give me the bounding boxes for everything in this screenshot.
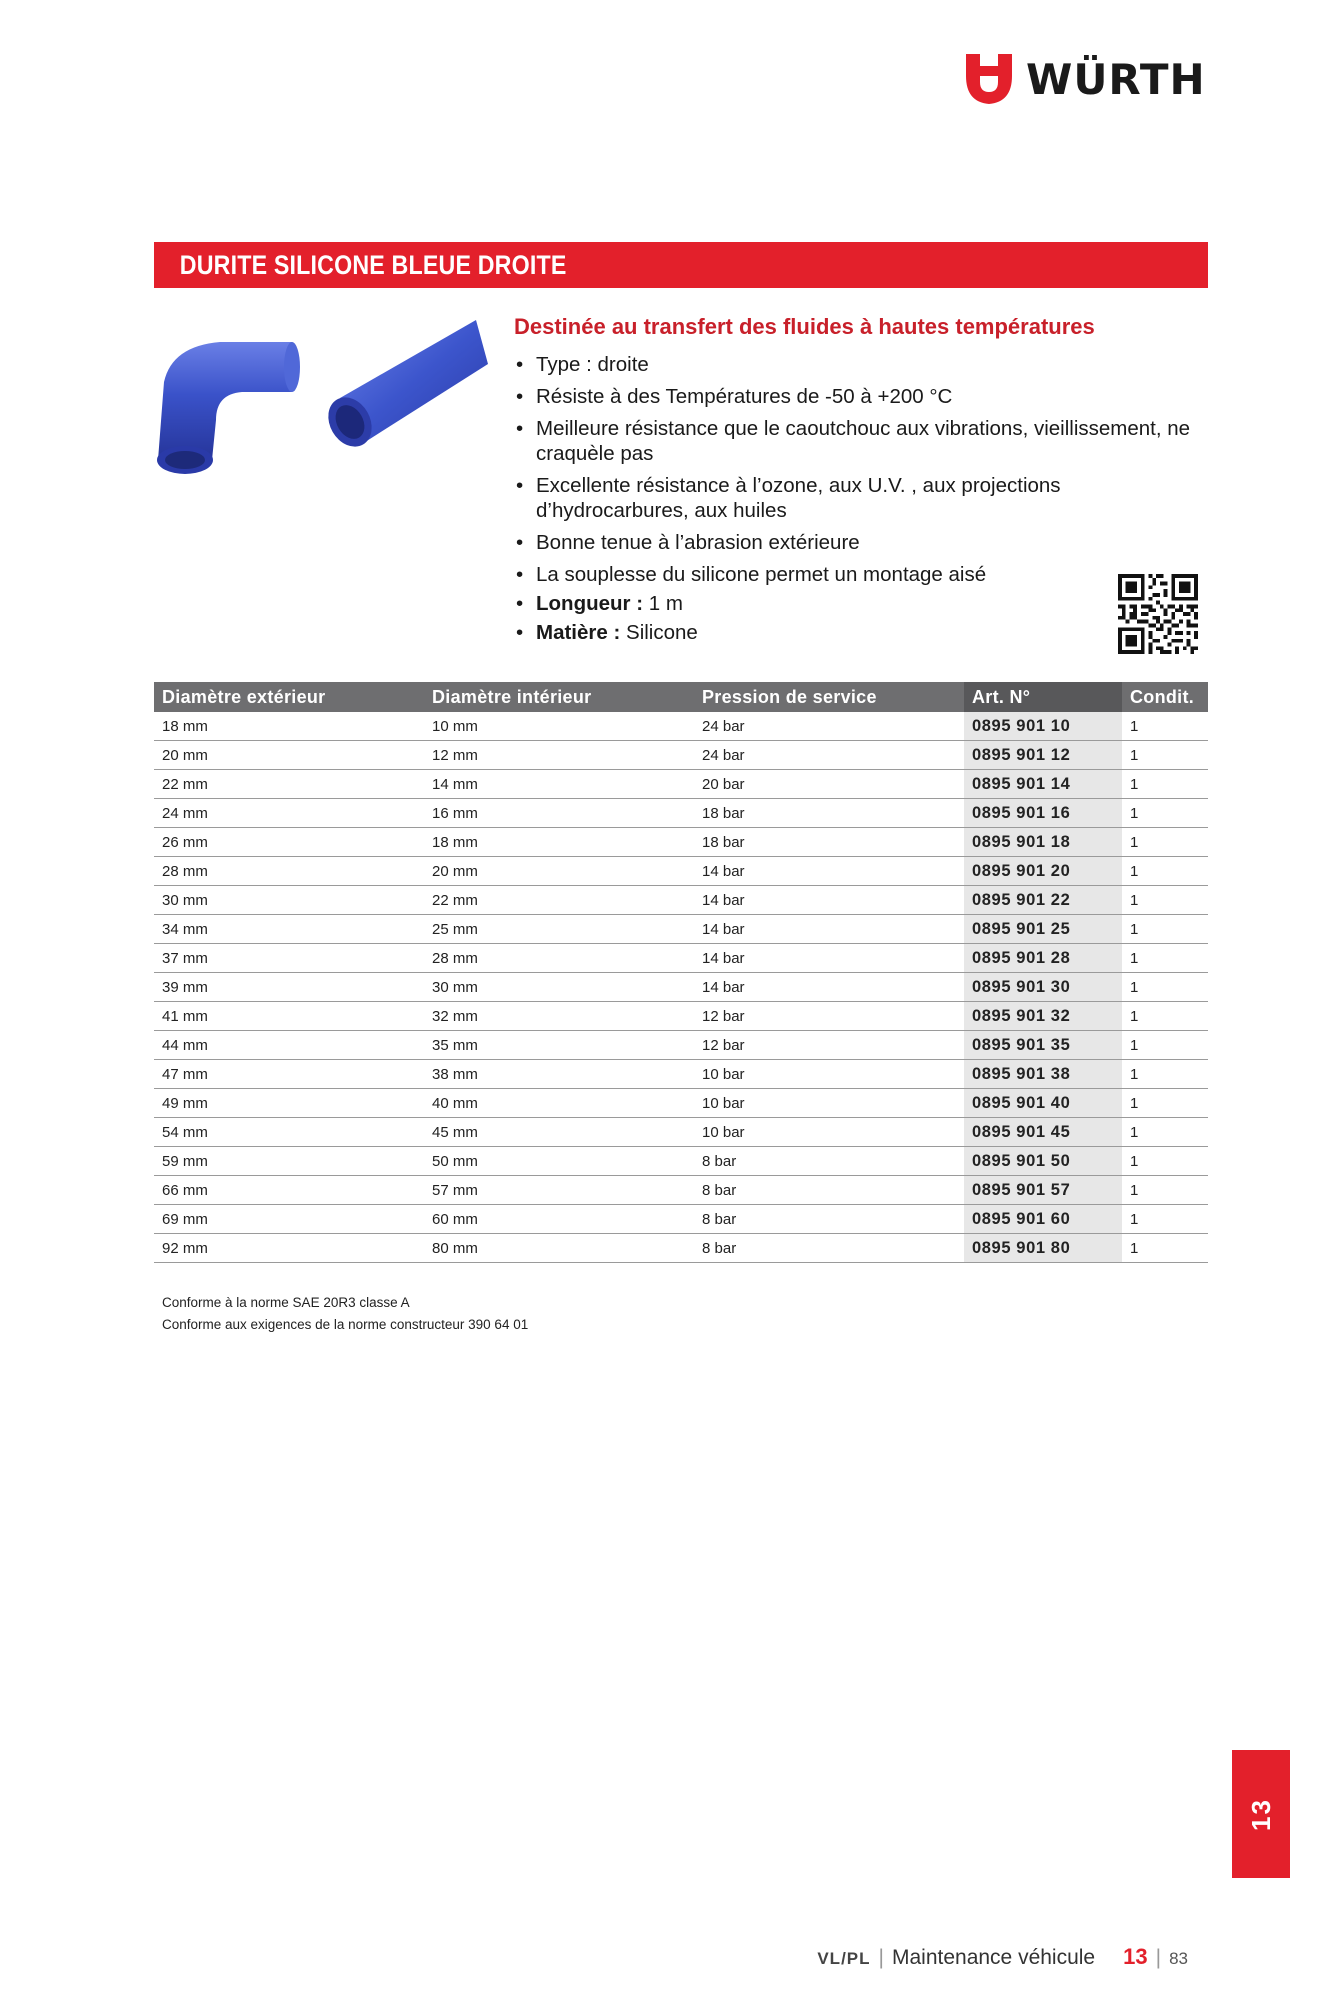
table-cell: 1 — [1122, 857, 1208, 886]
table-cell: 41 mm — [154, 1002, 424, 1031]
wurth-emblem-icon — [964, 52, 1014, 106]
column-header: Diamètre intérieur — [424, 682, 694, 712]
article-number-cell: 0895 901 20 — [964, 857, 1122, 886]
section-subtitle: Destinée au transfert des fluides à hautes températures — [514, 314, 1095, 339]
table-row — [154, 1176, 1208, 1205]
brand-name: WÜRTH — [1026, 54, 1206, 104]
table-cell: 1 — [1122, 944, 1208, 973]
table-cell: 1 — [1122, 1089, 1208, 1118]
table-cell: 1 — [1122, 1176, 1208, 1205]
table-cell: 8 bar — [694, 1147, 964, 1176]
table-cell: 34 mm — [154, 915, 424, 944]
feature-list — [514, 352, 1214, 649]
table-cell: 38 mm — [424, 1060, 694, 1089]
table-cell: 69 mm — [154, 1205, 424, 1234]
table-cell: 1 — [1122, 1234, 1208, 1263]
table-cell: 14 bar — [694, 886, 964, 915]
article-number-cell: 0895 901 28 — [964, 944, 1122, 973]
table-row — [154, 1205, 1208, 1234]
feature-item: • Meilleure résistance que le caoutchouc aux vibrations, vieillissement, ne craquèle pas — [514, 416, 1214, 466]
table-cell: 57 mm — [424, 1176, 694, 1205]
column-header: Art. N° — [964, 682, 1122, 712]
table-cell: 1 — [1122, 1031, 1208, 1060]
table-row — [154, 828, 1208, 857]
table-cell: 1 — [1122, 886, 1208, 915]
table-cell: 1 — [1122, 712, 1208, 741]
page-title: DURITE SILICONE BLEUE DROITE — [179, 249, 567, 280]
table-cell: 60 mm — [424, 1205, 694, 1234]
spec-value: 1 m — [648, 592, 683, 615]
note-line: Conforme aux exigences de la norme constructeur 390 64 01 — [162, 1317, 529, 1332]
article-number-cell: 0895 901 32 — [964, 1002, 1122, 1031]
table-cell: 12 bar — [694, 1031, 964, 1060]
spec-label: Longueur : — [536, 592, 644, 615]
table-cell: 1 — [1122, 799, 1208, 828]
spec-length — [514, 591, 1214, 616]
table-cell: 1 — [1122, 741, 1208, 770]
table-row — [154, 1002, 1208, 1031]
article-number-cell: 0895 901 18 — [964, 828, 1122, 857]
table-cell: 18 mm — [424, 828, 694, 857]
table-cell: 8 bar — [694, 1234, 964, 1263]
chapter-tab-number: 13 — [1245, 1797, 1276, 1831]
feature-item: • Bonne tenue à l’abrasion extérieure — [514, 530, 1214, 555]
article-number-cell: 0895 901 80 — [964, 1234, 1122, 1263]
table-cell: 30 mm — [424, 973, 694, 1002]
title-banner — [154, 242, 1208, 288]
page-footer — [817, 1944, 1188, 1970]
table-cell: 24 mm — [154, 799, 424, 828]
table-cell: 39 mm — [154, 973, 424, 1002]
table-row — [154, 1118, 1208, 1147]
footer-section: Maintenance véhicule — [891, 1946, 1096, 1969]
table-cell: 10 bar — [694, 1089, 964, 1118]
table-cell: 25 mm — [424, 915, 694, 944]
footer-separator: | — [878, 1946, 884, 1969]
article-number-cell: 0895 901 14 — [964, 770, 1122, 799]
table-cell: 1 — [1122, 973, 1208, 1002]
table-row — [154, 886, 1208, 915]
table-cell: 14 bar — [694, 857, 964, 886]
article-number-cell: 0895 901 57 — [964, 1176, 1122, 1205]
column-header: Pression de service — [694, 682, 964, 712]
table-row — [154, 1060, 1208, 1089]
qr-code-icon[interactable] — [1118, 574, 1198, 654]
table-cell: 18 bar — [694, 828, 964, 857]
table-cell: 50 mm — [424, 1147, 694, 1176]
article-number-cell: 0895 901 22 — [964, 886, 1122, 915]
article-number-cell: 0895 901 60 — [964, 1205, 1122, 1234]
table-cell: 8 bar — [694, 1176, 964, 1205]
article-number-cell: 0895 901 10 — [964, 712, 1122, 741]
table-cell: 14 bar — [694, 944, 964, 973]
compliance-notes — [162, 1292, 528, 1336]
article-number-cell: 0895 901 45 — [964, 1118, 1122, 1147]
table-cell: 35 mm — [424, 1031, 694, 1060]
specification-table — [154, 682, 1208, 1263]
table-cell: 8 bar — [694, 1205, 964, 1234]
table-cell: 10 mm — [424, 712, 694, 741]
table-row — [154, 770, 1208, 799]
spec-value: Silicone — [626, 621, 698, 644]
article-number-cell: 0895 901 12 — [964, 741, 1122, 770]
product-image — [150, 312, 490, 482]
chapter-tab[interactable] — [1232, 1750, 1290, 1878]
table-cell: 80 mm — [424, 1234, 694, 1263]
table-cell: 47 mm — [154, 1060, 424, 1089]
table-cell: 22 mm — [424, 886, 694, 915]
feature-item: • Type : droite — [514, 352, 1214, 377]
footer-segment: VL/PL — [817, 1949, 871, 1968]
table-row — [154, 915, 1208, 944]
page-number: 83 — [1169, 1949, 1188, 1968]
footer-chapter: 13 — [1123, 1944, 1148, 1969]
note-line: Conforme à la norme SAE 20R3 classe A — [162, 1295, 410, 1310]
table-cell: 24 bar — [694, 712, 964, 741]
table-cell: 59 mm — [154, 1147, 424, 1176]
table-cell: 1 — [1122, 1205, 1208, 1234]
article-number-cell: 0895 901 25 — [964, 915, 1122, 944]
column-header: Diamètre extérieur — [154, 682, 424, 712]
table-cell: 24 bar — [694, 741, 964, 770]
table-cell: 37 mm — [154, 944, 424, 973]
article-number-cell: 0895 901 16 — [964, 799, 1122, 828]
footer-separator: | — [1155, 1946, 1162, 1969]
table-cell: 14 bar — [694, 973, 964, 1002]
column-header: Condit. — [1122, 682, 1208, 712]
table-row — [154, 857, 1208, 886]
table-row — [154, 973, 1208, 1002]
table-cell: 12 mm — [424, 741, 694, 770]
table-cell: 1 — [1122, 1147, 1208, 1176]
table-cell: 1 — [1122, 828, 1208, 857]
table-cell: 92 mm — [154, 1234, 424, 1263]
table-cell: 10 bar — [694, 1118, 964, 1147]
table-cell: 28 mm — [154, 857, 424, 886]
feature-item: • Excellente résistance à l’ozone, aux U.V. , aux projections d’hydrocarbures, aux huiles — [514, 473, 1214, 523]
table-cell: 1 — [1122, 1002, 1208, 1031]
spec-material — [514, 620, 1214, 645]
table-row — [154, 712, 1208, 741]
table-cell: 16 mm — [424, 799, 694, 828]
table-cell: 14 mm — [424, 770, 694, 799]
article-number-cell: 0895 901 35 — [964, 1031, 1122, 1060]
article-number-cell: 0895 901 30 — [964, 973, 1122, 1002]
table-header-row — [154, 682, 1208, 712]
table-row — [154, 799, 1208, 828]
article-number-cell: 0895 901 40 — [964, 1089, 1122, 1118]
table-cell: 10 bar — [694, 1060, 964, 1089]
table-cell: 44 mm — [154, 1031, 424, 1060]
table-row — [154, 741, 1208, 770]
table-cell: 14 bar — [694, 915, 964, 944]
table-cell: 32 mm — [424, 1002, 694, 1031]
table-row — [154, 1147, 1208, 1176]
table-cell: 18 mm — [154, 712, 424, 741]
table-cell: 18 bar — [694, 799, 964, 828]
table-cell: 28 mm — [424, 944, 694, 973]
article-number-cell: 0895 901 50 — [964, 1147, 1122, 1176]
table-row — [154, 1089, 1208, 1118]
article-number-cell: 0895 901 38 — [964, 1060, 1122, 1089]
table-cell: 1 — [1122, 1060, 1208, 1089]
table-row — [154, 1031, 1208, 1060]
table-cell: 20 bar — [694, 770, 964, 799]
table-cell: 22 mm — [154, 770, 424, 799]
table-cell: 26 mm — [154, 828, 424, 857]
wurth-logo — [964, 52, 1206, 106]
table-row — [154, 944, 1208, 973]
feature-item: • Résiste à des Températures de -50 à +200 °C — [514, 384, 1214, 409]
table-cell: 54 mm — [154, 1118, 424, 1147]
table-cell: 40 mm — [424, 1089, 694, 1118]
table-cell: 30 mm — [154, 886, 424, 915]
table-cell: 1 — [1122, 915, 1208, 944]
table-cell: 66 mm — [154, 1176, 424, 1205]
table-cell: 1 — [1122, 770, 1208, 799]
table-cell: 20 mm — [424, 857, 694, 886]
table-cell: 45 mm — [424, 1118, 694, 1147]
feature-item: • La souplesse du silicone permet un montage aisé — [514, 562, 1214, 587]
table-cell: 12 bar — [694, 1002, 964, 1031]
table-cell: 20 mm — [154, 741, 424, 770]
table-cell: 49 mm — [154, 1089, 424, 1118]
table-cell: 1 — [1122, 1118, 1208, 1147]
table-row — [154, 1234, 1208, 1263]
spec-label: Matière : — [536, 621, 621, 644]
